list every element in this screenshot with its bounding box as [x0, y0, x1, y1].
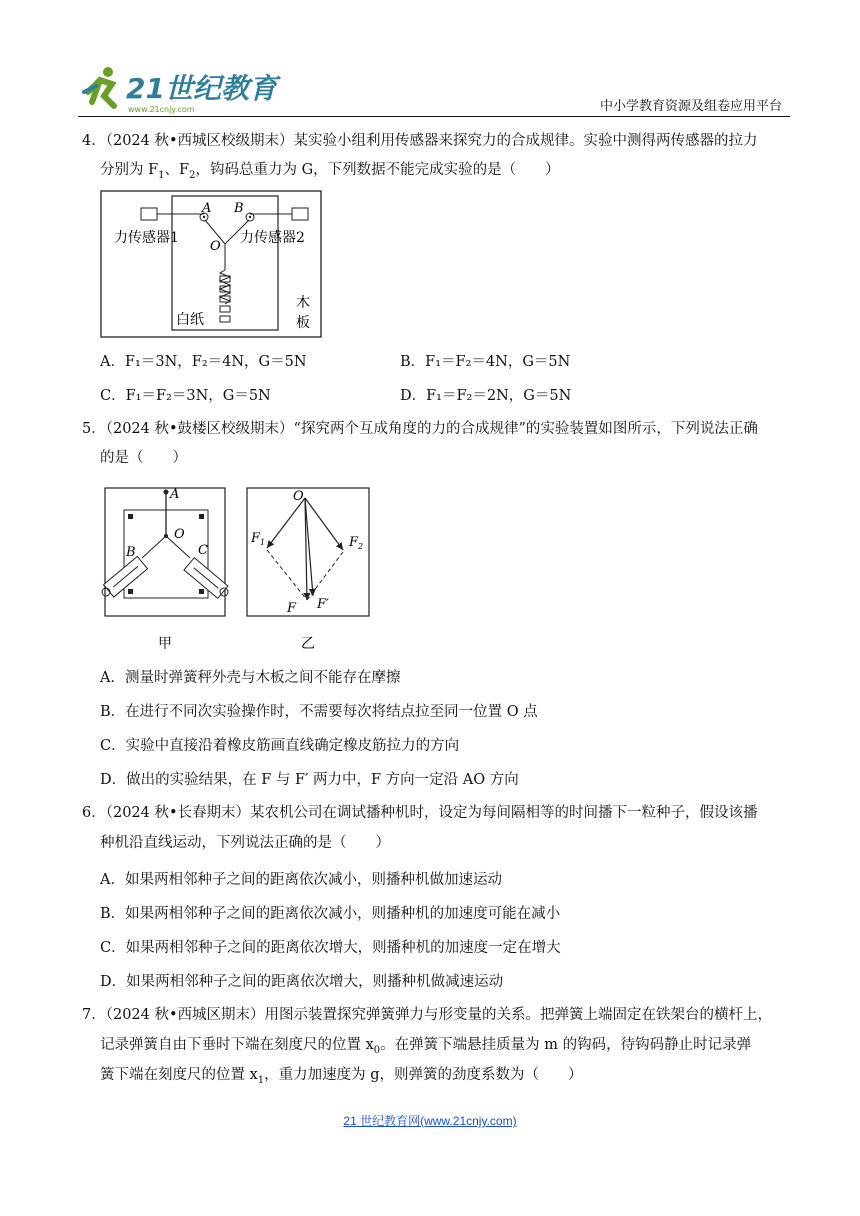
q4-label-board2: 板: [296, 315, 310, 331]
q4-option-a: A．F₁＝3N，F₂＝4N，G＝5N: [100, 354, 307, 370]
q4-stem-line2: 分别为 $F_1$、$F_2$，钩码总重力为 G，下列数据不能完成实验的是（ ）: [100, 162, 560, 181]
q4-figure: [100, 190, 322, 340]
q6-option-b: B．如果两相邻种子之间的距离依次减小，则播种机的加速度可能在减小: [100, 906, 561, 922]
header-divider: [78, 116, 790, 117]
q4-stem-line1: 4．（2024 秋•西城区校级期末）某实验小组利用传感器来探究力的合成规律。实验中测得两传感器的拉力: [82, 133, 758, 149]
q4-label-b: B: [234, 201, 244, 216]
q5-option-b: B．在进行不同次实验操作时，不需要每次将结点拉至同一位置 O 点: [100, 704, 538, 720]
q5-yi-label-f: F: [287, 601, 297, 616]
q5-option-a: A．测量时弹簧秤外壳与木板之间不能存在摩擦: [100, 670, 401, 686]
q5-figure-yi: [245, 486, 373, 656]
q6-option-a: A．如果两相邻种子之间的距离依次减小，则播种机做加速运动: [100, 872, 502, 888]
logo-url: www.21cnjy.com: [128, 105, 195, 114]
q6-stem-line1: 6．（2024 秋•长春期末）某农机公司在调试播种机时，设定为每间隔相等的时间播下一粒种子，假设该播: [82, 805, 758, 821]
q5-stem-line2: 的是（ ）: [100, 450, 187, 466]
logo-text: 21世纪教育: [126, 72, 277, 105]
footer-link[interactable]: 21 世纪教育网(www.21cnjy.com): [343, 1114, 517, 1128]
q5-jia-label-o: O: [174, 527, 185, 542]
runner-icon: [84, 67, 114, 106]
q5-yi-label-f1: $F_1$: [251, 531, 266, 547]
q4-label-a: A: [202, 201, 212, 216]
q5-option-c: C．实验中直接沿着橡皮筋画直线确定橡皮筋拉力的方向: [100, 738, 460, 754]
q7-stem-line2: 记录弹簧自由下垂时下端在刻度尺的位置 $x_0$。在弹簧下端悬挂质量为 m 的钩码，待钩码静止时记录弹: [100, 1037, 752, 1056]
q4-label-o: O: [210, 239, 221, 254]
q6-option-c: C．如果两相邻种子之间的距离依次增大，则播种机的加速度一定在增大: [100, 940, 561, 956]
q5-figure-jia: [100, 486, 230, 656]
q7-stem-line3: 簧下端在刻度尺的位置 $x_1$，重力加速度为 g，则弹簧的劲度系数为（ ）: [100, 1067, 583, 1086]
q4-label-sensor1: 力传感器1: [114, 230, 179, 246]
q6-stem-line2: 种机沿直线运动，下列说法正确的是（ ）: [100, 835, 390, 851]
q4-label-board1: 木: [296, 295, 310, 311]
q5-jia-label-c: C: [198, 543, 208, 558]
q6-option-d: D．如果两相邻种子之间的距离依次增大，则播种机做减速运动: [100, 974, 504, 990]
q5-option-d: D．做出的实验结果，在 F 与 F′ 两力中，F 方向一定沿 AO 方向: [100, 772, 519, 788]
q5-stem-line1: 5．（2024 秋•鼓楼区校级期末）“探究两个互成角度的力的合成规律”的实验装置如图所示，下列说法正确: [82, 421, 758, 437]
page-footer: [0, 1112, 860, 1129]
q4-option-d: D．F₁＝F₂＝2N，G＝5N: [400, 388, 572, 404]
q5-yi-label-fprime: F′: [317, 597, 329, 612]
platform-title: 中小学教育资源及组卷应用平台: [599, 99, 782, 114]
q4-label-paper: 白纸: [176, 312, 204, 328]
page-header: [78, 62, 790, 120]
q5-jia-caption: 甲: [158, 636, 172, 652]
q4-option-b: B．F₁＝F₂＝4N，G＝5N: [400, 354, 571, 370]
logo: [78, 62, 318, 116]
q5-yi-label-o: O: [293, 489, 304, 504]
q5-yi-caption: 乙: [301, 636, 315, 652]
q7-stem-line1: 7．（2024 秋•西城区期末）用图示装置探究弹簧弹力与形变量的关系。把弹簧上端固定在铁架台的横杆上，: [82, 1007, 773, 1023]
q5-jia-label-b: B: [126, 545, 136, 560]
q5-jia-label-a: A: [170, 487, 180, 502]
q4-option-c: C．F₁＝F₂＝3N，G＝5N: [100, 388, 271, 404]
q5-yi-label-f2: $F_2$: [349, 535, 364, 551]
q4-label-sensor2: 力传感器2: [240, 230, 305, 246]
